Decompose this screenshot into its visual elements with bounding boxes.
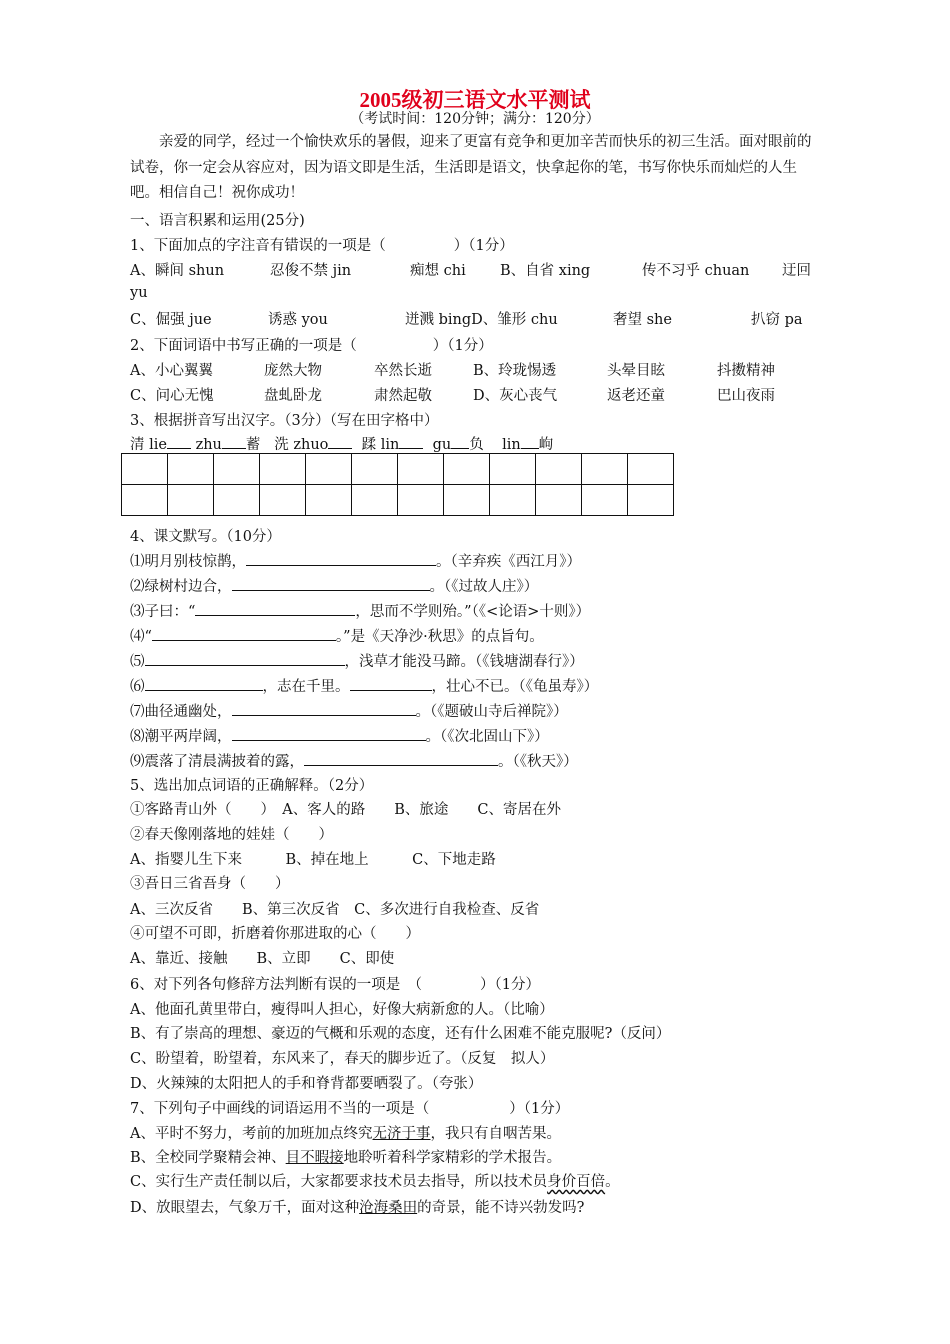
q1-score: ）（1分） xyxy=(453,238,514,254)
q1-wrap: yu xyxy=(130,285,148,301)
answer-blank[interactable] xyxy=(232,576,430,591)
q3-item: zhu xyxy=(195,437,222,453)
q4-item-3 xyxy=(130,600,590,621)
q4-item-text: ，浅草才能没马蹄。（《钱塘湖春行》） xyxy=(344,654,584,670)
grid-cell[interactable] xyxy=(444,454,490,485)
grid-cell[interactable] xyxy=(490,454,536,485)
q3-item: lin xyxy=(502,437,521,453)
grid-cell[interactable] xyxy=(398,485,444,516)
grid-cell[interactable] xyxy=(352,485,398,516)
q4-item-text: ⑸ xyxy=(130,654,145,670)
q2-option: 肃然起敬 xyxy=(374,388,432,404)
q7-underlined-word: 无济于事 xyxy=(372,1126,431,1142)
section-heading: 一、语言积累和运用(25分) xyxy=(130,213,305,229)
q5-line: ④可望不可即，折磨着你那进取的心（ ） xyxy=(130,926,420,942)
q7-text: D、放眼望去，气象万千，面对这种 xyxy=(130,1200,360,1216)
grid-cell[interactable] xyxy=(306,454,352,485)
q1-option: 奢望 she xyxy=(613,312,672,328)
q1-option: 痴想 chi xyxy=(410,263,466,279)
q4-item-text: ，志在千里。 xyxy=(262,679,350,695)
grid-cell[interactable] xyxy=(628,454,674,485)
q4-item-text: ，壮心不已。（《龟虽寿》） xyxy=(431,679,599,695)
q3-pinyin-line xyxy=(130,433,553,454)
grid-cell[interactable] xyxy=(260,485,306,516)
q7-stem xyxy=(130,1097,569,1118)
q4-item-text: 。（《次北固山下》） xyxy=(425,729,549,745)
answer-blank[interactable] xyxy=(145,651,345,666)
q4-item-text: ，思而不学则殆。”（《<论语>十则》） xyxy=(355,604,591,620)
q2-option: 卒然长逝 xyxy=(374,363,432,379)
answer-blank[interactable] xyxy=(232,726,426,741)
grid-cell[interactable] xyxy=(628,485,674,516)
q7-option-d xyxy=(130,1196,584,1217)
q4-item-2 xyxy=(130,575,538,596)
q2-option: C、问心无愧 xyxy=(130,388,214,404)
grid-cell[interactable] xyxy=(536,485,582,516)
writing-grid-row xyxy=(122,485,674,516)
q4-item-text: 。”是《天净沙·秋思》的点旨句。 xyxy=(335,629,544,645)
q7-text: 地聆听着科学家精彩的学术报告。 xyxy=(343,1150,562,1166)
q3-item: 清 lie xyxy=(130,437,167,453)
q4-item-text: ⑻潮平两岸阔， xyxy=(130,729,232,745)
q6-option: B、有了崇高的理想、豪迈的气概和乐观的态度，还有什么困难不能克服呢?（反问） xyxy=(130,1026,671,1042)
q3-item: 蓄 xyxy=(245,437,261,453)
q5-line: ③吾日三省吾身（ ） xyxy=(130,876,290,892)
q2-options-a xyxy=(130,359,775,380)
q5-line: A、指婴儿生下来 B、掉在地上 C、下地走路 xyxy=(130,852,496,868)
q5-line: A、靠近、接触 B、立即 C、即使 xyxy=(130,951,395,967)
grid-cell[interactable] xyxy=(168,485,214,516)
grid-cell[interactable] xyxy=(214,454,260,485)
q2-options-c xyxy=(130,384,775,405)
q3-item: 洗 zhuo xyxy=(274,437,329,453)
grid-cell[interactable] xyxy=(122,485,168,516)
grid-cell[interactable] xyxy=(306,485,352,516)
q6-option: D、火辣辣的太阳把人的手和脊背都要晒裂了。（夸张） xyxy=(130,1076,483,1092)
q2-option: 头晕目眩 xyxy=(607,363,665,379)
q5-line: A、三次反省 B、第三次反省 C、多次进行自我检查、反省 xyxy=(130,902,540,918)
q7-underlined-word: 目不暇接 xyxy=(285,1150,344,1166)
q7-stem-text: 7、下列句子中画线的词语运用不当的一项是（ xyxy=(130,1101,430,1117)
q5-line: ②春天像刚落地的娃娃（ ） xyxy=(130,827,333,843)
grid-cell[interactable] xyxy=(490,485,536,516)
q4-stem: 4、课文默写。（10分） xyxy=(130,529,281,545)
q7-text: B、全校同学聚精会神、 xyxy=(130,1150,286,1166)
q4-item-1 xyxy=(130,550,581,571)
intro-paragraph: 亲爱的同学，经过一个愉快欢乐的暑假，迎来了更富有竞争和更加辛苦而快乐的初三生活。面对眼前的试卷，你一定会从容应对，因为语文即是生活，生活即是语文，快拿起你的笔，书写你快乐而灿烂的人生吧。相信自己！祝你成功！ xyxy=(130,134,812,201)
q4-item-text: 。（《题破山寺后禅院》） xyxy=(415,704,568,720)
q7-text: 的奇景，能不诗兴勃发吗? xyxy=(417,1200,585,1216)
grid-cell[interactable] xyxy=(536,454,582,485)
q4-item-text: ⑼震落了清晨满披着的露， xyxy=(130,754,304,770)
q4-item-6 xyxy=(130,675,598,696)
q3-item: 岣 xyxy=(538,437,554,453)
q2-option: 抖擞精神 xyxy=(717,363,775,379)
q4-item-text: ⑹ xyxy=(130,679,145,695)
q3-item: 负 xyxy=(469,437,484,453)
q2-option: A、小心翼翼 xyxy=(130,363,213,379)
q2-option: 盘虬卧龙 xyxy=(264,388,322,404)
q2-stem xyxy=(130,334,493,355)
writing-grid-row xyxy=(122,454,674,485)
q7-underlined-word: 沧海桑田 xyxy=(359,1200,418,1216)
writing-grid[interactable] xyxy=(121,453,674,516)
grid-cell[interactable] xyxy=(582,454,628,485)
q7-option-c xyxy=(130,1170,620,1191)
answer-blank[interactable] xyxy=(195,601,355,616)
q4-item-9 xyxy=(130,750,578,771)
q1-option: 迸溅 bingD、雏形 chu xyxy=(405,312,558,328)
q2-option: D、灰心丧气 xyxy=(473,388,558,404)
q4-item-text: ⑺曲径通幽处， xyxy=(130,704,232,720)
q4-item-5 xyxy=(130,650,584,671)
q4-item-text: ⑴明月别枝惊鹊， xyxy=(130,554,246,570)
q6-option: A、他面孔黄里带白，瘦得叫人担心，好像大病新愈的人。（比喻） xyxy=(130,1002,554,1018)
q7-text: A、平时不努力，考前的加班加点终究 xyxy=(130,1126,373,1142)
exam-title: 2005级初三语文水平测试 xyxy=(359,88,591,112)
q1-option: 迂回 xyxy=(782,263,811,279)
q1-option: A、瞬间 shun xyxy=(130,263,225,279)
q5-stem: 5、选出加点词语的正确解释。（2分） xyxy=(130,778,374,794)
q7-underlined-word: 身价百倍 xyxy=(547,1174,606,1190)
q4-item-text: ⑵绿树村边合， xyxy=(130,579,232,595)
answer-blank[interactable] xyxy=(232,701,416,716)
answer-blank[interactable] xyxy=(152,626,336,641)
q2-stem-text: 2、下面词语中书写正确的一项是（ xyxy=(130,338,357,354)
q4-item-text: 。（《秋天》） xyxy=(498,754,578,770)
q2-score: ）（1分） xyxy=(432,338,493,354)
q1-option: 忍俊不禁 jin xyxy=(270,263,352,279)
q7-option-a xyxy=(130,1122,561,1143)
q4-item-text: ⑷“ xyxy=(130,629,152,645)
grid-cell[interactable] xyxy=(168,454,214,485)
q4-item-text: ⑶子曰：“ xyxy=(130,604,196,620)
grid-cell[interactable] xyxy=(260,454,306,485)
grid-cell[interactable] xyxy=(352,454,398,485)
q4-item-8 xyxy=(130,725,549,746)
exam-subtitle: （考试时间：120分钟；满分：120分） xyxy=(350,111,600,127)
q7-text: C、实行生产责任制以后，大家都要求技术员去指导，所以技术员 xyxy=(130,1174,548,1190)
q2-option: B、玲珑惕透 xyxy=(473,363,557,379)
q7-text: ，我只有自咽苦果。 xyxy=(430,1126,561,1142)
q1-option: 诱惑 you xyxy=(268,312,328,328)
q1-options-c xyxy=(130,308,803,329)
q4-item-4 xyxy=(130,625,544,646)
q1-option: C、倔强 jue xyxy=(130,312,212,328)
answer-blank[interactable] xyxy=(304,751,498,766)
q6-option: C、盼望着，盼望着，东风来了，春天的脚步近了。（反复 拟人） xyxy=(130,1051,555,1067)
q2-option: 庞然大物 xyxy=(264,363,322,379)
grid-cell[interactable] xyxy=(122,454,168,485)
q5-line: ①客路青山外（ ） A、客人的路 B、旅途 C、寄居在外 xyxy=(130,802,561,818)
grid-cell[interactable] xyxy=(214,485,260,516)
q1-option: 传不习乎 chuan xyxy=(642,263,750,279)
q3-stem: 3、根据拼音写出汉字。（3分）（写在田字格中） xyxy=(130,413,439,429)
q1-option: B、自省 xing xyxy=(500,263,591,279)
q1-options-a xyxy=(130,259,811,280)
answer-blank[interactable] xyxy=(246,551,436,566)
q4-item-text: 。（《过故人庄》） xyxy=(429,579,539,595)
q7-option-b xyxy=(130,1146,561,1167)
q7-score: ）（1分） xyxy=(509,1101,570,1117)
q1-stem-text: 1、下面加点的字注音有错误的一项是（ xyxy=(130,238,386,254)
answer-blank[interactable] xyxy=(145,676,263,691)
q1-option: 扒窃 pa xyxy=(751,312,803,328)
q1-stem xyxy=(130,234,514,255)
q2-option: 巴山夜雨 xyxy=(717,388,775,404)
q6-stem: 6、对下列各句修辞方法判断有误的一项是 （ ）（1分） xyxy=(130,977,540,993)
q3-item: gu xyxy=(432,437,452,453)
q2-option: 返老还童 xyxy=(607,388,665,404)
q7-text: 。 xyxy=(605,1174,620,1190)
answer-blank[interactable] xyxy=(350,676,432,691)
grid-cell[interactable] xyxy=(398,454,444,485)
grid-cell[interactable] xyxy=(444,485,490,516)
q3-item: 蹂 lin xyxy=(361,437,400,453)
q4-item-7 xyxy=(130,700,568,721)
q4-item-text: 。（辛弃疾《西江月》） xyxy=(436,554,581,570)
grid-cell[interactable] xyxy=(582,485,628,516)
